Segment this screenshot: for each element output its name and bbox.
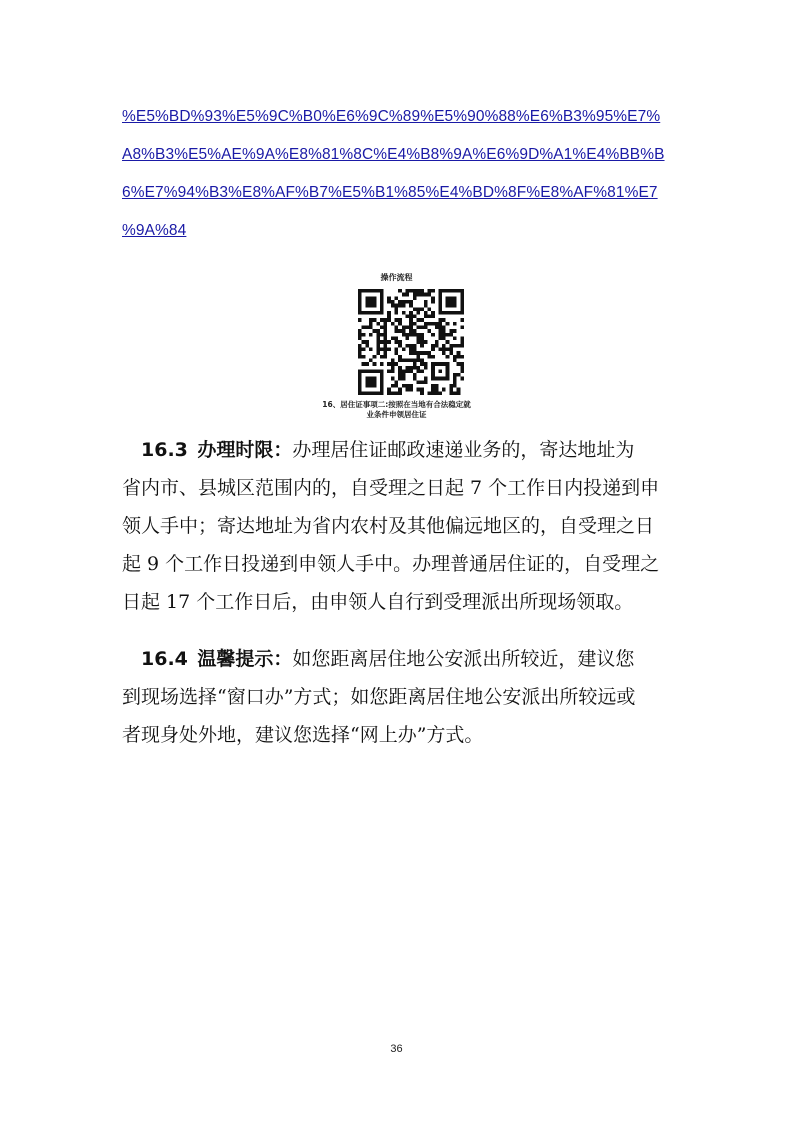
- section-heading: 温馨提示：: [197, 648, 293, 670]
- page-number: 36: [390, 1043, 403, 1055]
- qr-caption-line-1: 16、居住证事项二:按照在当地有合法稳定就: [322, 400, 471, 409]
- section-16-4: [122, 640, 674, 754]
- section-16-4-line-3: 者现身处外地，建议您选择“网上办”方式。: [122, 724, 484, 746]
- qr-caption-line-2: 业条件申领居住证: [366, 410, 427, 419]
- section-text: 如您距离居住地公安派出所较近，建议您: [292, 648, 635, 670]
- url-text-line-4[interactable]: %9A%84: [122, 222, 187, 239]
- section-16-4-line-2: 到现场选择“窗口办”方式；如您距离居住地公安派出所较远或: [122, 686, 636, 708]
- section-16-4-line-1: [122, 640, 674, 678]
- section-16-3-line-4: 起 9 个工作日投递到申领人手中。办理普通居住证的，自受理之: [122, 553, 660, 575]
- url-text-line-3[interactable]: 6%E7%94%B3%E8%AF%B7%E5%B1%85%E4%BD%8F%E8%AF%81%E7: [122, 184, 658, 201]
- section-16-3-line-2: 省内市、县城区范围内的，自受理之日起 7 个工作日内投递到申: [122, 477, 660, 499]
- section-number: 16.3: [141, 439, 188, 461]
- qr-code-image: [358, 289, 464, 395]
- section-16-3: [122, 431, 674, 621]
- section-text: 办理居住证邮政速递业务的，寄达地址为: [292, 439, 635, 461]
- section-heading: 办理时限：: [197, 439, 293, 461]
- url-text-line-2[interactable]: A8%B3%E5%AE%9A%E8%81%8C%E4%B8%9A%E6%9D%A1%E4%BB%B: [122, 146, 665, 163]
- section-number: 16.4: [141, 648, 188, 670]
- section-16-3-line-3: 领人手中；寄达地址为省内农村及其他偏远地区的，自受理之日: [122, 515, 655, 537]
- url-text-line-1[interactable]: %E5%BD%93%E5%9C%B0%E6%9C%89%E5%90%88%E6%B3%95%E7%: [122, 108, 661, 125]
- section-16-3-line-1: [122, 431, 674, 469]
- qr-title: 操作流程: [380, 273, 413, 282]
- section-16-3-line-5: 日起 17 个工作日后，由申领人自行到受理派出所现场领取。: [122, 591, 634, 613]
